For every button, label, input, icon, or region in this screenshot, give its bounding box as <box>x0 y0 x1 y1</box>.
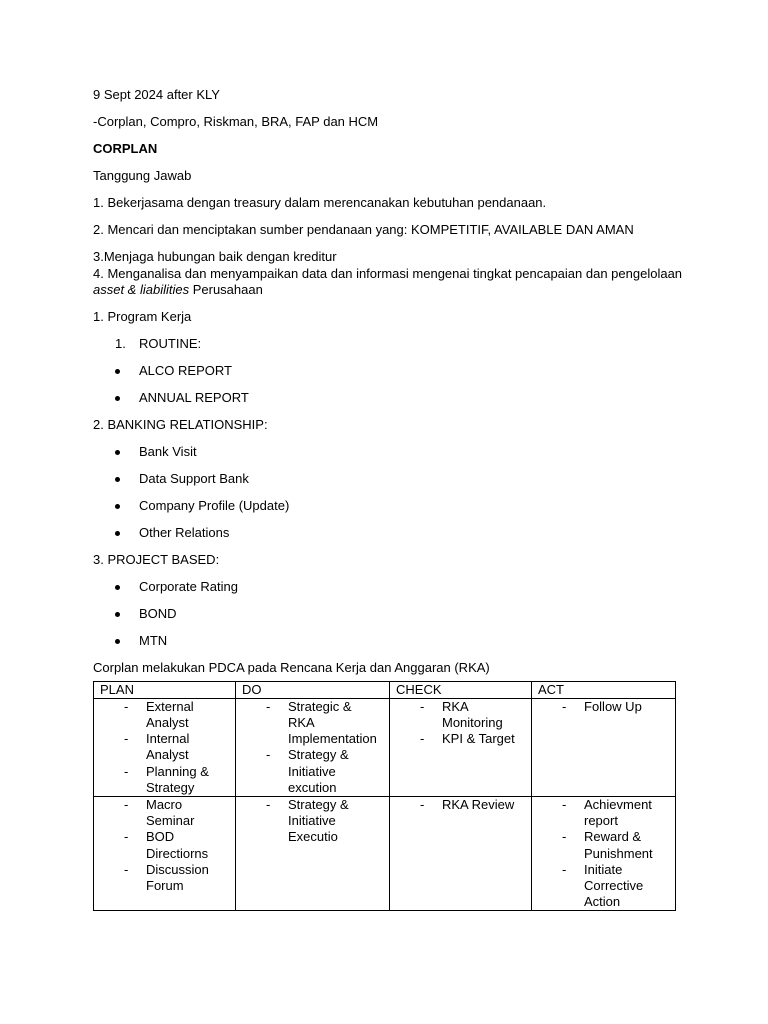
table-header-row <box>94 681 676 698</box>
column-header-do: DO <box>236 681 390 698</box>
bullet-icon <box>115 531 120 536</box>
program-heading: 1. Program Kerja <box>93 309 192 324</box>
list-item <box>93 579 683 596</box>
list-item <box>93 390 683 407</box>
responsibility-4-italic: asset & liabilities <box>93 282 190 297</box>
cell-list-item-label: Strategy & Initiative Executio <box>288 796 349 845</box>
dash-marker: - <box>124 731 129 747</box>
dash-marker: - <box>266 698 271 714</box>
responsibility-3: 3.Menjaga hubungan baik dengan kreditur <box>93 249 337 264</box>
responsibility-2: 2. Mencari dan menciptakan sumber pendanaan yang: KOMPETITIF, AVAILABLE DAN AMAN <box>93 222 634 237</box>
dash-marker: - <box>420 698 425 714</box>
routine-heading <box>93 336 683 353</box>
project-heading: 3. PROJECT BASED: <box>93 552 220 567</box>
cell-list-item <box>100 797 229 829</box>
list-item <box>93 633 683 650</box>
list-item-label: ANNUAL REPORT <box>139 390 249 405</box>
bullet-icon <box>115 450 120 455</box>
cell-list-item <box>242 699 383 748</box>
table-row <box>94 698 676 796</box>
date-line: 9 Sept 2024 after KLY <box>93 87 220 102</box>
cell-list-item <box>100 731 229 763</box>
dash-marker: - <box>124 861 129 877</box>
cell-list-item-label: Internal Analyst <box>146 731 190 763</box>
table-row <box>94 796 676 910</box>
table-cell-plan <box>94 698 236 796</box>
cell-list-item-label: External Analyst <box>146 698 194 730</box>
dash-marker: - <box>420 796 425 812</box>
cell-list-item <box>100 829 229 861</box>
responsibility-4-text: 4. Menganalisa dan menyampaikan data dan informasi mengenai tingkat pencapaian dan pengelolaan <box>93 265 683 281</box>
list-item-label: Company Profile (Update) <box>139 498 290 513</box>
dash-marker: - <box>124 829 129 845</box>
dash-marker: - <box>124 796 129 812</box>
cell-list-item <box>396 731 525 747</box>
document-page <box>93 87 683 911</box>
cell-list-item <box>100 764 229 796</box>
cell-list-item-label: RKA Monitoring <box>442 698 503 730</box>
cell-list-item <box>538 862 669 911</box>
pdca-intro: Corplan melakukan PDCA pada Rencana Kerja dan Anggaran (RKA) <box>93 660 490 675</box>
list-item <box>93 606 683 623</box>
responsibility-1: 1. Bekerjasama dengan treasury dalam merencanakan kebutuhan pendanaan. <box>93 195 547 210</box>
dash-marker: - <box>266 796 271 812</box>
list-item-label: Data Support Bank <box>139 471 249 486</box>
cell-list-item <box>242 747 383 796</box>
pdca-table-body <box>94 698 676 911</box>
list-item-label: ALCO REPORT <box>139 363 232 378</box>
cell-list-item <box>100 699 229 731</box>
bullet-icon <box>115 477 120 482</box>
cell-list-item-label: Reward & Punishment <box>584 829 653 861</box>
cell-list-item-label: Macro Seminar <box>146 796 195 829</box>
list-item <box>93 525 683 542</box>
dash-marker: - <box>124 763 129 779</box>
dash-marker: - <box>562 698 567 714</box>
cell-list-item <box>100 862 229 894</box>
routine-number: 1. <box>115 336 126 351</box>
table-cell-act <box>532 698 676 796</box>
list-item <box>93 444 683 461</box>
cell-list-item-label: RKA Review <box>442 796 515 812</box>
dash-marker: - <box>266 747 271 763</box>
dash-marker: - <box>562 829 567 845</box>
column-header-plan: PLAN <box>94 681 236 698</box>
list-item-label: Bank Visit <box>139 444 197 459</box>
cell-list-item-label: Initiate Corrective Action <box>584 861 644 910</box>
cell-list-item-label: Planning & Strategy <box>146 763 209 795</box>
bullet-icon <box>115 612 120 617</box>
list-item <box>93 471 683 488</box>
responsibility-heading: Tanggung Jawab <box>93 168 192 183</box>
table-cell-check <box>390 698 532 796</box>
banking-heading: 2. BANKING RELATIONSHIP: <box>93 417 268 432</box>
cell-list-item <box>538 699 669 715</box>
list-item-label: MTN <box>139 633 168 648</box>
dash-marker: - <box>562 861 567 877</box>
list-item <box>93 498 683 515</box>
list-item-label: Corporate Rating <box>139 579 238 594</box>
list-item <box>93 363 683 380</box>
column-header-check: CHECK <box>390 681 532 698</box>
responsibility-4 <box>93 266 683 299</box>
dash-marker: - <box>562 796 567 812</box>
cell-list-item <box>538 829 669 861</box>
bullet-icon <box>115 369 120 374</box>
pdca-table <box>93 681 676 912</box>
table-cell-plan <box>94 796 236 910</box>
cell-list-item-label: Strategy & Initiative excution <box>288 747 349 795</box>
table-cell-do <box>236 796 390 910</box>
cell-list-item-label: KPI & Target <box>442 731 515 747</box>
bullet-icon <box>115 504 120 509</box>
dash-marker: - <box>420 731 425 747</box>
cell-list-item <box>538 797 669 829</box>
routine-label: ROUTINE: <box>139 336 202 351</box>
cell-list-item <box>396 797 525 813</box>
cell-list-item-label: Achievment report <box>584 796 652 829</box>
dash-marker: - <box>124 698 129 714</box>
list-item-label: BOND <box>139 606 177 621</box>
bullet-icon <box>115 585 120 590</box>
bullet-icon <box>115 639 120 644</box>
cell-list-item-label: Discussion Forum <box>146 861 209 893</box>
cell-list-item <box>396 699 525 731</box>
units-line: -Corplan, Compro, Riskman, BRA, FAP dan HCM <box>93 114 379 129</box>
bullet-icon <box>115 396 120 401</box>
responsibility-4-end: Perusahaan <box>189 282 263 297</box>
cell-list-item-label: BOD Directiorns <box>146 829 209 861</box>
table-cell-do <box>236 698 390 796</box>
list-item-label: Other Relations <box>139 525 230 540</box>
table-cell-act <box>532 796 676 910</box>
column-header-act: ACT <box>532 681 676 698</box>
cell-list-item-label: Follow Up <box>584 698 642 714</box>
cell-list-item-label: Strategic & RKA Implementation <box>288 698 377 747</box>
cell-list-item <box>242 797 383 846</box>
table-cell-check <box>390 796 532 910</box>
section-title: CORPLAN <box>93 141 158 156</box>
